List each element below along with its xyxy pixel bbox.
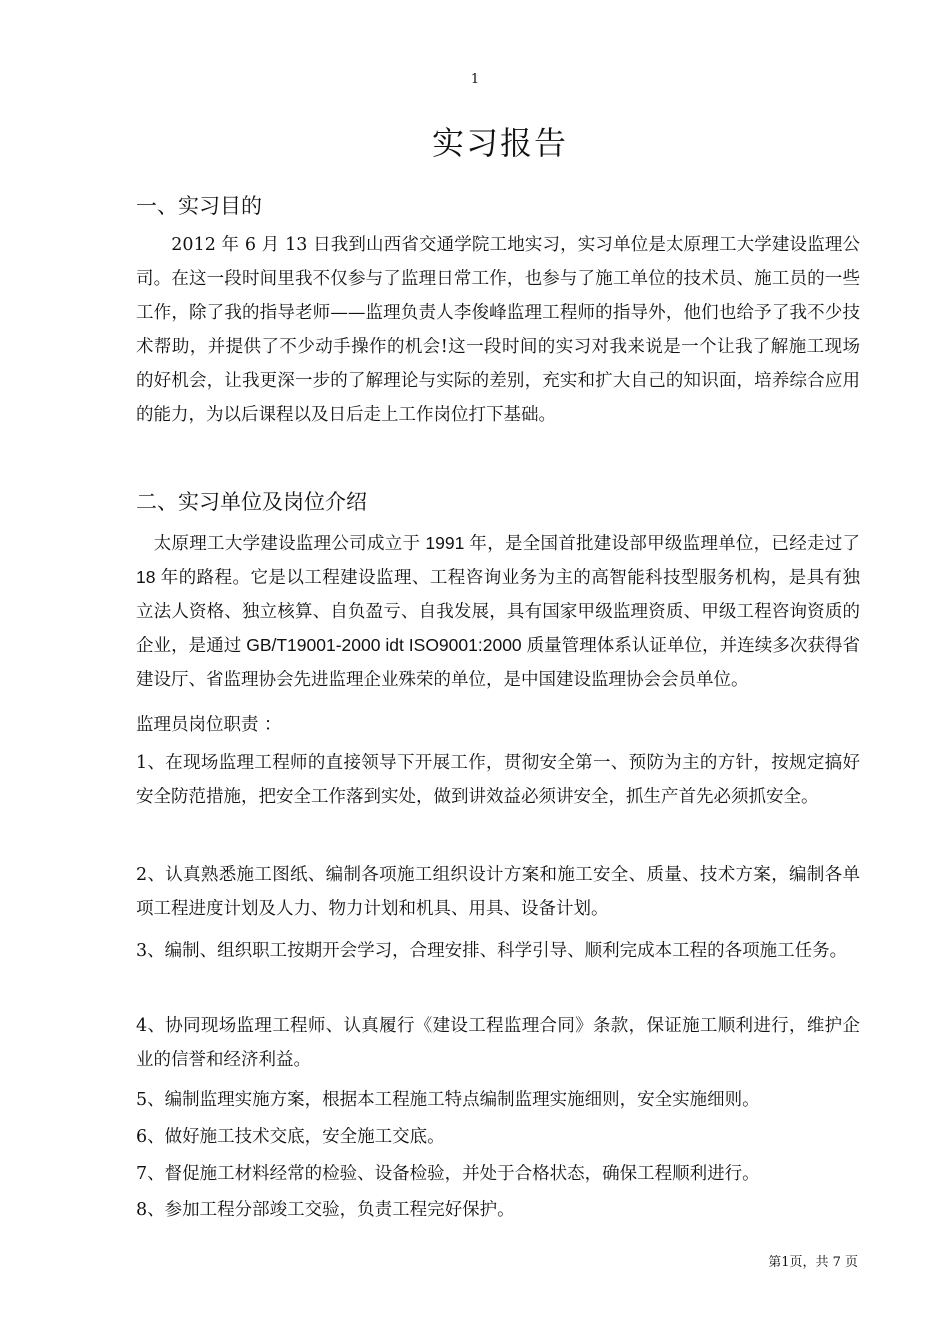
purpose-paragraph: 2012 年 6 月 13 日我到山西省交通学院工地实习，实习单位是太原理工大学建设监理公司。在这一段时间里我不仅参与了监理日常工作，也参与了施工单位的技术员、施工员的一些工作，除了我的指导老师——监理负责人李俊峰监理工程师的指导外，他们也给予了我不少技术帮助，并提供了不少动手操作的机会!这一段时间的实习对我来说是一个让我了解施工现场的好机会，让我更深一步的了解理论与实际的差别，充实和扩大自己的知识面，培养综合应用的能力，为以后课程以及日后走上工作岗位打下基础。 [136, 235, 860, 425]
section-heading-purpose: 一、实习目的 [136, 194, 262, 218]
duty-item: 2、认真熟悉施工图纸、编制各项施工组织设计方案和施工安全、质量、技术方案，编制各单项工程进度计划及人力、物力计划和机具、用具、设备计划。 [136, 865, 860, 919]
duty-item: 1、在现场监理工程师的直接领导下开展工作，贯彻安全第一、预防为主的方针，按规定搞好安全防范措施，把安全工作落到实处，做到讲效益必须讲安全，抓生产首先必须抓安全。 [136, 753, 860, 807]
page-footer: 第1页，共 7 页 [768, 1255, 858, 1270]
duty-item: 5、编制监理实施方案，根据本工程施工特点编制监理实施细则，安全实施细则。 [136, 1090, 760, 1110]
page-number: 1 [470, 72, 480, 87]
page-title: 实习报告 [431, 124, 568, 162]
company-intro-paragraph: 太原理工大学建设监理公司成立于 1991 年，是全国首批建设部甲级监理单位，已经走过了 18 年的路程。它是以工程建设监理、工程咨询业务为主的高智能科技型服务机构，是具有独立法人资格、独立核算、自负盈亏、自我发展，具有国家甲级监理资质、甲级工程咨询资质的企业，是通过 GB/T19001-2000 idt ISO9001:2000 质量管理体系认证单位，并连续多次获得省建设厅、省监理协会先进监理企业殊荣的单位，是中国建设监理协会会员单位。 [136, 533, 860, 689]
duty-item: 7、督促施工材料经常的检验、设备检验，并处于合格状态，确保工程顺利进行。 [136, 1164, 760, 1184]
duty-item: 6、做好施工技术交底，安全施工交底。 [136, 1127, 445, 1147]
duty-item: 3、编制、组织职工按期开会学习，合理安排、科学引导、顺利完成本工程的各项施工任务。 [136, 941, 848, 961]
duties-title: 监理员岗位职责 ： [136, 715, 282, 735]
duty-item: 4、协同现场监理工程师、认真履行《建设工程监理合同》条款，保证施工顺利进行，维护企业的信誉和经济利益。 [136, 1016, 860, 1070]
duty-item: 8、参加工程分部竣工交验，负责工程完好保护。 [136, 1200, 515, 1220]
section-heading-company: 二、实习单位及岗位介绍 [136, 490, 367, 514]
